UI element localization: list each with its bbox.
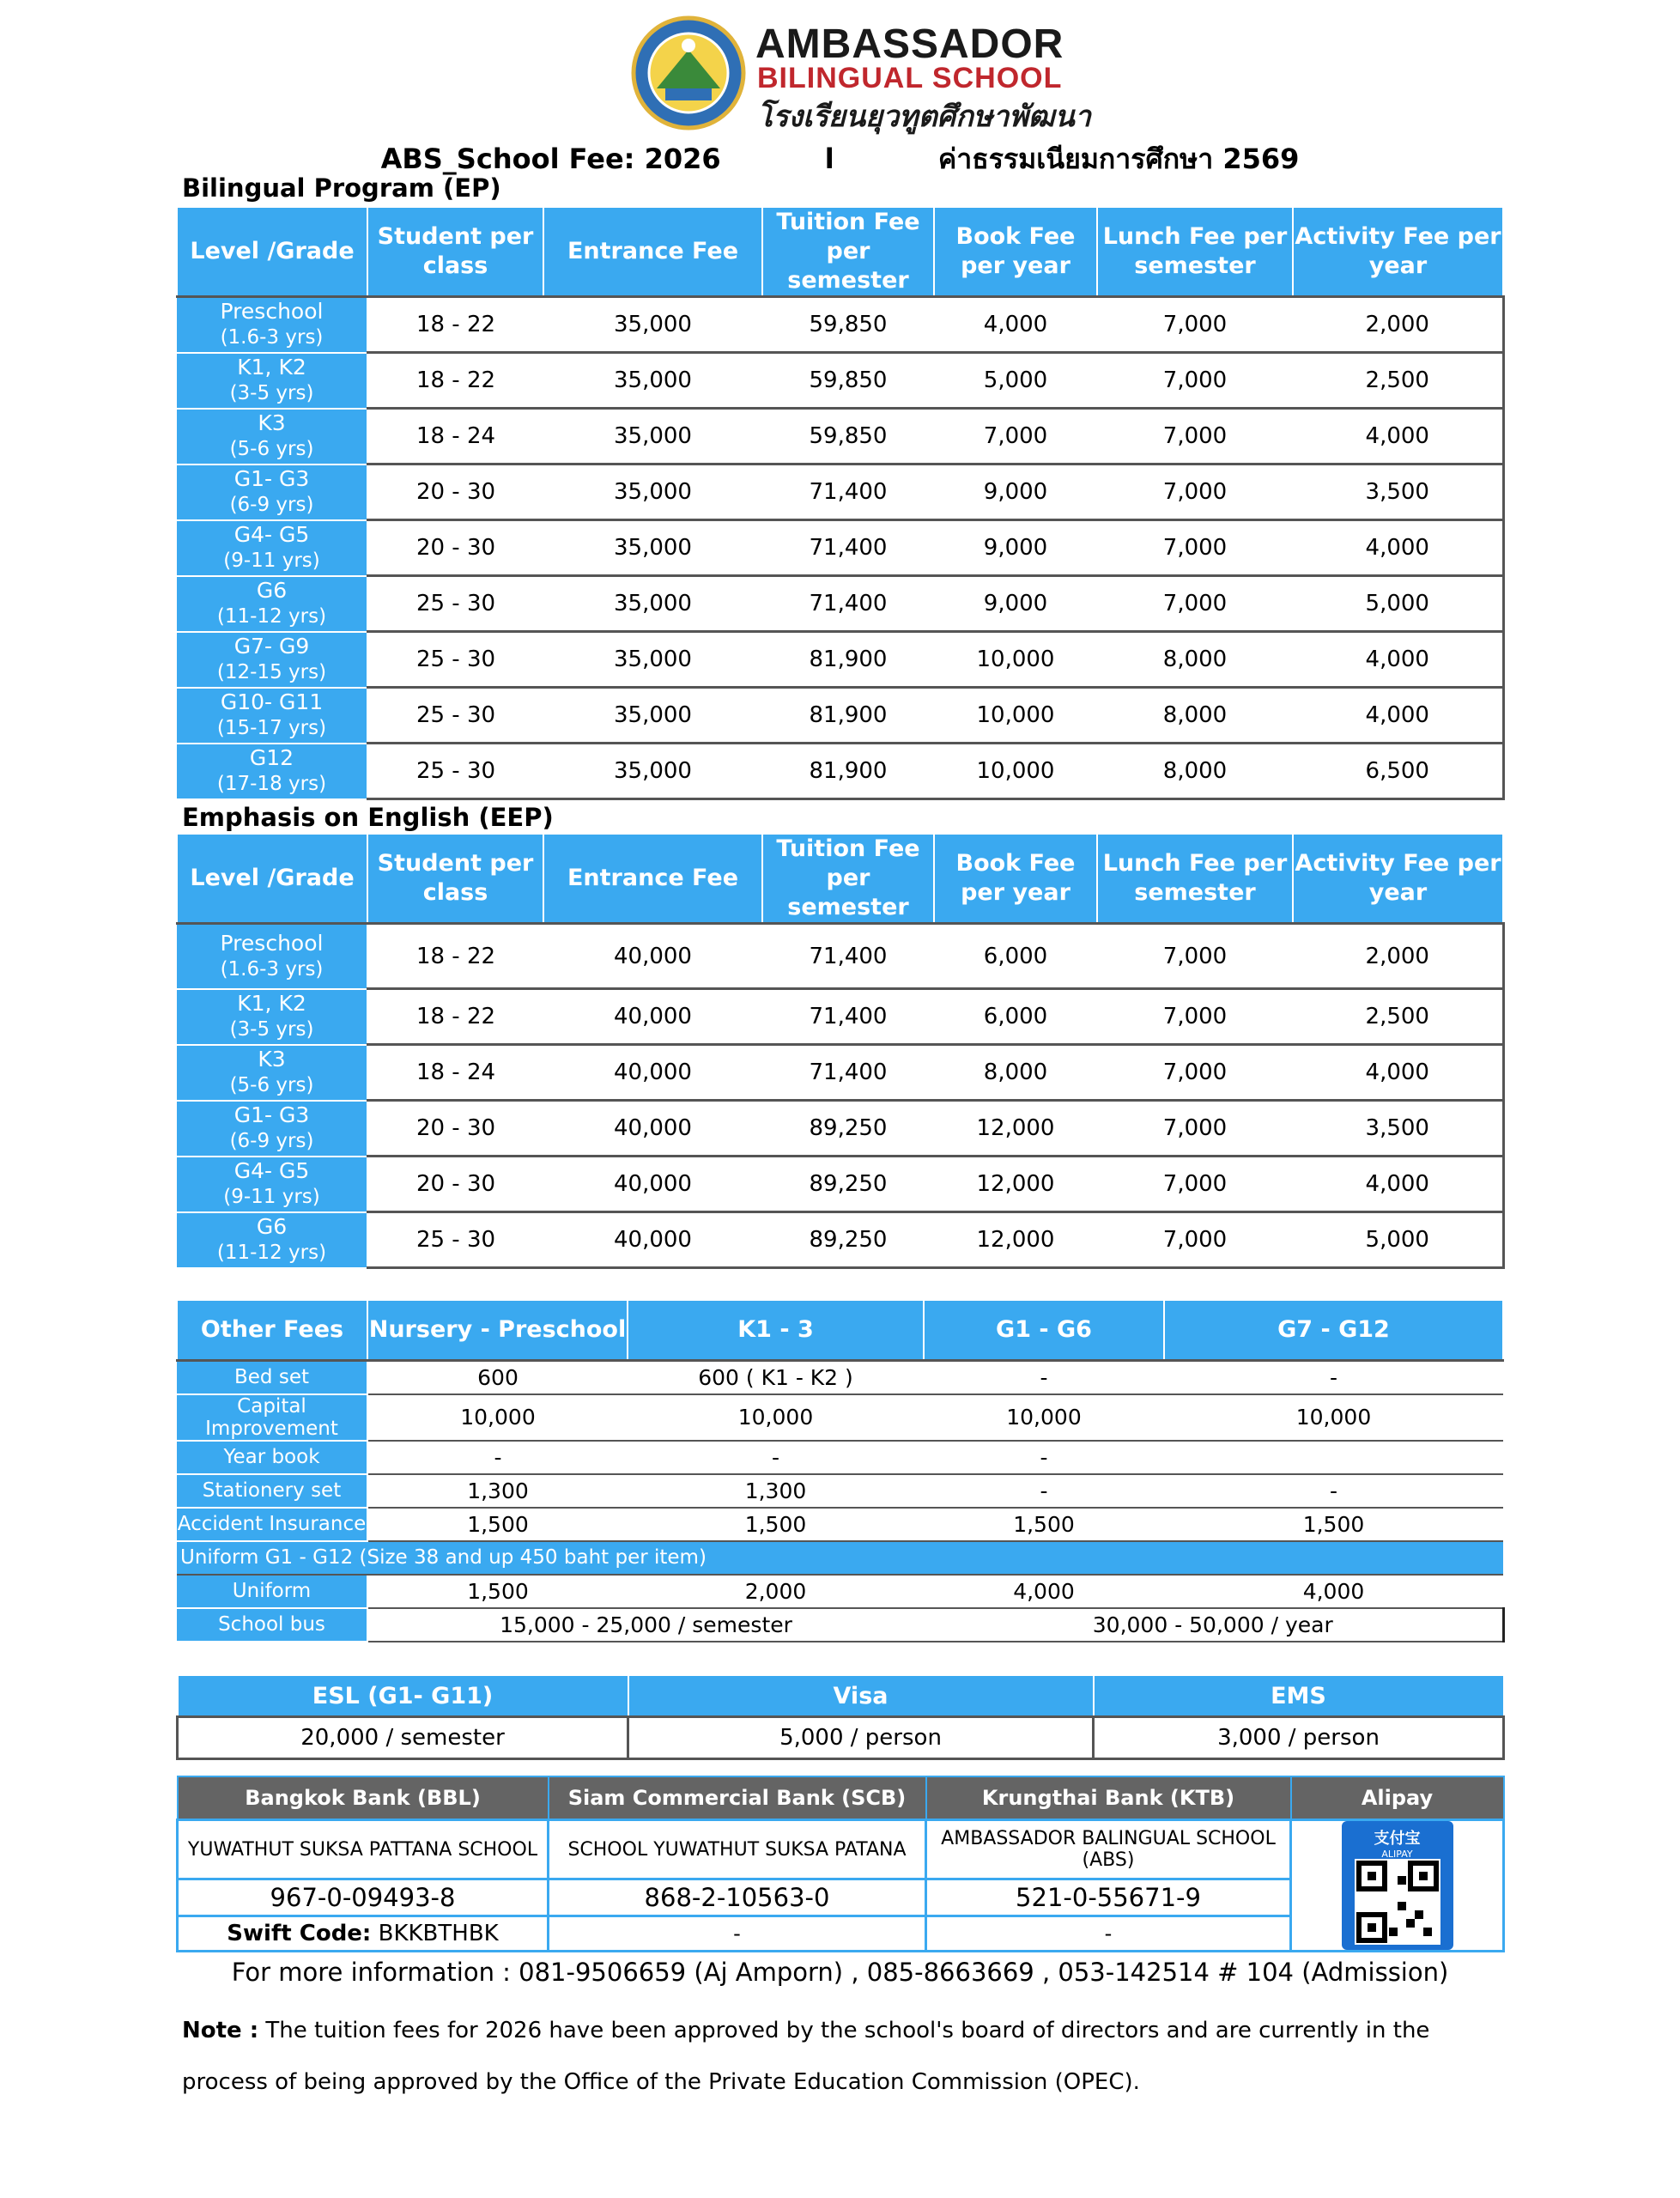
fee-row xyxy=(177,989,1503,1045)
fee-row xyxy=(177,632,1503,688)
fee-row xyxy=(177,744,1503,799)
level-age: (5-6 yrs) xyxy=(229,438,314,460)
level-age: (11-12 yrs) xyxy=(216,1242,327,1264)
fee-row xyxy=(177,520,1503,576)
other-col-k: K1 - 3 xyxy=(628,1300,924,1360)
book-cell: 9,000 xyxy=(934,576,1097,632)
alipay-card xyxy=(1342,1821,1453,1950)
fee-row xyxy=(177,1101,1503,1157)
tuition-cell: 71,400 xyxy=(762,520,934,576)
fee-row xyxy=(177,1212,1503,1268)
qr-code-icon[interactable] xyxy=(1355,1859,1440,1945)
uniform-g1-6: 4,000 xyxy=(924,1575,1164,1608)
col-activity: Activity Fee per year xyxy=(1293,207,1503,297)
other-fee-value: - xyxy=(1164,1360,1503,1394)
other-fee-label: Bed set xyxy=(177,1360,367,1394)
book-cell: 10,000 xyxy=(934,688,1097,744)
alipay-qr-cell xyxy=(1291,1820,1504,1952)
fee-row xyxy=(177,464,1503,520)
col-entrance: Entrance Fee xyxy=(543,834,762,924)
school-logo xyxy=(631,15,747,131)
ems-header: EMS xyxy=(1094,1675,1504,1717)
other-col-g1-6: G1 - G6 xyxy=(924,1300,1164,1360)
lunch-cell: 8,000 xyxy=(1097,632,1293,688)
note-text: The tuition fees for 2026 have been approved by the school's board of directors and are currently in the process of being approved by the Office of the Private Education Commission (OPEC). xyxy=(182,2018,1430,2095)
level-age: (3-5 yrs) xyxy=(229,382,314,404)
level-cell xyxy=(177,744,367,799)
students-cell: 20 - 30 xyxy=(367,1157,543,1212)
entrance-cell: 40,000 xyxy=(543,1212,762,1268)
tuition-cell: 59,850 xyxy=(762,297,934,353)
level-name: G1- G3 xyxy=(234,1102,310,1127)
alipay-header: Alipay xyxy=(1291,1776,1504,1820)
level-age: (6-9 yrs) xyxy=(229,1130,314,1152)
fee-row xyxy=(177,409,1503,464)
note xyxy=(182,2005,1521,2108)
fee-row xyxy=(177,1045,1503,1101)
lunch-cell: 8,000 xyxy=(1097,688,1293,744)
entrance-cell: 40,000 xyxy=(543,1157,762,1212)
lunch-cell: 7,000 xyxy=(1097,576,1293,632)
other-fee-value: - xyxy=(924,1474,1164,1508)
entrance-cell: 40,000 xyxy=(543,1045,762,1101)
students-cell: 18 - 22 xyxy=(367,353,543,409)
col-book: Book Fee per year xyxy=(934,207,1097,297)
students-cell: 18 - 22 xyxy=(367,924,543,989)
other-col-g7-12: G7 - G12 xyxy=(1164,1300,1503,1360)
other-fee-row xyxy=(177,1474,1503,1508)
ep-fee-table xyxy=(176,206,1505,800)
students-cell: 20 - 30 xyxy=(367,464,543,520)
activity-cell: 5,000 xyxy=(1293,576,1503,632)
activity-cell: 2,000 xyxy=(1293,297,1503,353)
lunch-cell: 7,000 xyxy=(1097,1101,1293,1157)
activity-cell: 4,000 xyxy=(1293,409,1503,464)
level-age: (9-11 yrs) xyxy=(223,550,320,572)
entrance-cell: 40,000 xyxy=(543,924,762,989)
bus-fee-low: 15,000 - 25,000 / semester xyxy=(367,1608,924,1642)
level-name: G7- G9 xyxy=(234,634,310,659)
bbl-account-number: 967-0-09493-8 xyxy=(178,1879,549,1916)
other-fee-row xyxy=(177,1360,1503,1394)
alipay-brand: 支付宝 xyxy=(1374,1830,1421,1848)
lunch-cell: 7,000 xyxy=(1097,409,1293,464)
tuition-cell: 71,400 xyxy=(762,989,934,1045)
tuition-cell: 89,250 xyxy=(762,1101,934,1157)
col-level: Level /Grade xyxy=(177,207,367,297)
book-cell: 12,000 xyxy=(934,1157,1097,1212)
level-cell xyxy=(177,576,367,632)
lunch-cell: 7,000 xyxy=(1097,297,1293,353)
fee-row xyxy=(177,924,1503,989)
fee-row xyxy=(177,576,1503,632)
other-fee-value: 10,000 xyxy=(924,1394,1164,1441)
entrance-cell: 35,000 xyxy=(543,520,762,576)
entrance-cell: 40,000 xyxy=(543,1101,762,1157)
book-cell: 5,000 xyxy=(934,353,1097,409)
tuition-cell: 71,400 xyxy=(762,924,934,989)
other-fee-value: 600 ( K1 - K2 ) xyxy=(628,1360,924,1394)
other-fee-value: 1,500 xyxy=(1164,1508,1503,1541)
students-cell: 18 - 24 xyxy=(367,409,543,464)
other-fee-value: - xyxy=(367,1441,628,1474)
bank-table xyxy=(176,1776,1505,1952)
level-age: (15-17 yrs) xyxy=(216,717,327,739)
contact-info: For more information : 081-9506659 (Aj Amporn) , 085-8663669 , 053-142514 # 104 (Admission) xyxy=(231,1958,1449,1987)
title-en: ABS_School Fee: 2026 xyxy=(380,143,721,175)
activity-cell: 4,000 xyxy=(1293,1157,1503,1212)
tuition-cell: 59,850 xyxy=(762,353,934,409)
other-fee-value: 1,300 xyxy=(628,1474,924,1508)
tuition-cell: 89,250 xyxy=(762,1212,934,1268)
esl-value: 20,000 / semester xyxy=(178,1717,628,1759)
level-name: G12 xyxy=(249,745,294,770)
students-cell: 20 - 30 xyxy=(367,1101,543,1157)
level-cell xyxy=(177,989,367,1045)
entrance-cell: 35,000 xyxy=(543,353,762,409)
students-cell: 25 - 30 xyxy=(367,632,543,688)
level-cell xyxy=(177,632,367,688)
level-cell xyxy=(177,297,367,353)
entrance-cell: 35,000 xyxy=(543,688,762,744)
lunch-cell: 7,000 xyxy=(1097,989,1293,1045)
col-lunch: Lunch Fee per semester xyxy=(1097,207,1293,297)
activity-cell: 4,000 xyxy=(1293,688,1503,744)
ktb-account-number: 521-0-55671-9 xyxy=(926,1879,1291,1916)
entrance-cell: 35,000 xyxy=(543,464,762,520)
book-cell: 9,000 xyxy=(934,520,1097,576)
col-level: Level /Grade xyxy=(177,834,367,924)
entrance-cell: 35,000 xyxy=(543,297,762,353)
students-cell: 18 - 22 xyxy=(367,989,543,1045)
lunch-cell: 8,000 xyxy=(1097,744,1293,799)
esl-header: ESL (G1- G11) xyxy=(178,1675,628,1717)
ep-section-title: Bilingual Program (EP) xyxy=(182,173,501,203)
students-cell: 25 - 30 xyxy=(367,576,543,632)
level-age: (6-9 yrs) xyxy=(229,494,314,516)
level-name: K3 xyxy=(258,1047,286,1072)
other-fee-value: 1,500 xyxy=(628,1508,924,1541)
tuition-cell: 81,900 xyxy=(762,632,934,688)
other-fee-value: - xyxy=(1164,1474,1503,1508)
col-book: Book Fee per year xyxy=(934,834,1097,924)
level-age: (3-5 yrs) xyxy=(229,1018,314,1041)
level-cell xyxy=(177,924,367,989)
level-name: G6 xyxy=(256,578,288,603)
visa-header: Visa xyxy=(628,1675,1094,1717)
book-cell: 4,000 xyxy=(934,297,1097,353)
level-age: (12-15 yrs) xyxy=(216,661,327,683)
activity-cell: 5,000 xyxy=(1293,1212,1503,1268)
other-fees-table xyxy=(176,1299,1505,1642)
level-cell xyxy=(177,1157,367,1212)
other-fee-label: Stationery set xyxy=(177,1474,367,1508)
col-entrance: Entrance Fee xyxy=(543,207,762,297)
other-fee-row xyxy=(177,1441,1503,1474)
level-age: (9-11 yrs) xyxy=(223,1186,320,1208)
other-fee-value: - xyxy=(628,1441,924,1474)
level-name: Preschool xyxy=(220,299,324,325)
other-fee-value: 1,500 xyxy=(367,1508,628,1541)
level-age: (17-18 yrs) xyxy=(216,773,327,795)
uniform-k: 2,000 xyxy=(628,1575,924,1608)
tuition-cell: 59,850 xyxy=(762,409,934,464)
level-cell xyxy=(177,1101,367,1157)
other-fee-value: 600 xyxy=(367,1360,628,1394)
entrance-cell: 35,000 xyxy=(543,576,762,632)
other-fee-label: Year book xyxy=(177,1441,367,1474)
lunch-cell: 7,000 xyxy=(1097,353,1293,409)
level-cell xyxy=(177,520,367,576)
activity-cell: 4,000 xyxy=(1293,520,1503,576)
ktb-swift: - xyxy=(926,1916,1291,1952)
other-col-label: Other Fees xyxy=(177,1300,367,1360)
entrance-cell: 35,000 xyxy=(543,744,762,799)
other-fee-value: 10,000 xyxy=(628,1394,924,1441)
students-cell: 20 - 30 xyxy=(367,520,543,576)
activity-cell: 2,500 xyxy=(1293,353,1503,409)
other-fee-value: 10,000 xyxy=(367,1394,628,1441)
school-thai-name: โรงเรียนยุวทูตศึกษาพัฒนา xyxy=(757,100,1091,134)
other-fee-value: 1,500 xyxy=(924,1508,1164,1541)
other-fee-value: - xyxy=(924,1441,1164,1474)
level-cell xyxy=(177,1212,367,1268)
bbl-account-name: YUWATHUT SUKSA PATTANA SCHOOL xyxy=(178,1820,549,1879)
level-name: G4- G5 xyxy=(234,1158,310,1183)
students-cell: 25 - 30 xyxy=(367,1212,543,1268)
book-cell: 10,000 xyxy=(934,632,1097,688)
bbl-header: Bangkok Bank (BBL) xyxy=(178,1776,549,1820)
tuition-cell: 81,900 xyxy=(762,688,934,744)
lunch-cell: 7,000 xyxy=(1097,1212,1293,1268)
note-label: Note : xyxy=(182,2018,259,2043)
level-name: K3 xyxy=(258,410,286,435)
bus-label: School bus xyxy=(177,1608,367,1642)
entrance-cell: 35,000 xyxy=(543,409,762,464)
level-age: (1.6-3 yrs) xyxy=(220,957,324,981)
school-subtitle: BILINGUAL SCHOOL xyxy=(757,62,1063,94)
level-name: G1- G3 xyxy=(234,466,310,491)
activity-cell: 2,000 xyxy=(1293,924,1503,989)
students-cell: 18 - 24 xyxy=(367,1045,543,1101)
fee-row xyxy=(177,1157,1503,1212)
entrance-cell: 35,000 xyxy=(543,632,762,688)
extra-fees-table xyxy=(176,1674,1505,1760)
level-age: (1.6-3 yrs) xyxy=(220,326,324,349)
col-students: Student per class xyxy=(367,834,543,924)
fee-row xyxy=(177,353,1503,409)
swift-value: BKKBTHBK xyxy=(378,1921,499,1947)
lunch-cell: 7,000 xyxy=(1097,1157,1293,1212)
level-name: K1, K2 xyxy=(237,355,306,379)
activity-cell: 3,500 xyxy=(1293,1101,1503,1157)
other-fee-value: - xyxy=(924,1360,1164,1394)
uniform-g7-12: 4,000 xyxy=(1164,1575,1503,1608)
level-cell xyxy=(177,409,367,464)
level-cell xyxy=(177,353,367,409)
bus-fee-high: 30,000 - 50,000 / year xyxy=(924,1608,1503,1642)
book-cell: 8,000 xyxy=(934,1045,1097,1101)
level-age: (11-12 yrs) xyxy=(216,605,327,628)
ems-value: 3,000 / person xyxy=(1094,1717,1504,1759)
lunch-cell: 7,000 xyxy=(1097,1045,1293,1101)
tuition-cell: 89,250 xyxy=(762,1157,934,1212)
activity-cell: 2,500 xyxy=(1293,989,1503,1045)
other-fee-value: 1,300 xyxy=(367,1474,628,1508)
other-fee-row xyxy=(177,1394,1503,1441)
entrance-cell: 40,000 xyxy=(543,989,762,1045)
ktb-header: Krungthai Bank (KTB) xyxy=(926,1776,1291,1820)
bbl-swift xyxy=(178,1916,549,1952)
eep-section-title: Emphasis on English (EEP) xyxy=(182,803,554,832)
fee-row xyxy=(177,688,1503,744)
activity-cell: 3,500 xyxy=(1293,464,1503,520)
scb-header: Siam Commercial Bank (SCB) xyxy=(549,1776,926,1820)
book-cell: 6,000 xyxy=(934,989,1097,1045)
other-fee-row xyxy=(177,1508,1503,1541)
level-age: (5-6 yrs) xyxy=(229,1074,314,1096)
scb-account-number: 868-2-10563-0 xyxy=(549,1879,926,1916)
level-name: Preschool xyxy=(220,930,324,956)
tuition-cell: 71,400 xyxy=(762,1045,934,1101)
other-fee-label: Capital Improvement xyxy=(177,1394,367,1441)
col-tuition: Tuition Fee per semester xyxy=(762,207,934,297)
col-tuition: Tuition Fee per semester xyxy=(762,834,934,924)
book-cell: 12,000 xyxy=(934,1212,1097,1268)
lunch-cell: 7,000 xyxy=(1097,924,1293,989)
title-separator: l xyxy=(824,143,834,175)
tuition-cell: 81,900 xyxy=(762,744,934,799)
visa-value: 5,000 / person xyxy=(628,1717,1094,1759)
eep-fee-table xyxy=(176,833,1505,1269)
book-cell: 10,000 xyxy=(934,744,1097,799)
book-cell: 12,000 xyxy=(934,1101,1097,1157)
students-cell: 25 - 30 xyxy=(367,688,543,744)
uniform-note: Uniform G1 - G12 (Size 38 and up 450 baht per item) xyxy=(177,1541,1503,1575)
tuition-cell: 71,400 xyxy=(762,464,934,520)
col-lunch: Lunch Fee per semester xyxy=(1097,834,1293,924)
col-activity: Activity Fee per year xyxy=(1293,834,1503,924)
level-name: K1, K2 xyxy=(237,991,306,1016)
lunch-cell: 7,000 xyxy=(1097,464,1293,520)
title-th: ค่าธรรมเนียมการศึกษา 2569 xyxy=(937,143,1300,175)
book-cell: 6,000 xyxy=(934,924,1097,989)
scb-account-name: SCHOOL YUWATHUT SUKSA PATANA xyxy=(549,1820,926,1879)
activity-cell: 4,000 xyxy=(1293,632,1503,688)
level-name: G4- G5 xyxy=(234,522,310,547)
scb-swift: - xyxy=(549,1916,926,1952)
level-name: G10- G11 xyxy=(220,689,324,714)
book-cell: 9,000 xyxy=(934,464,1097,520)
col-students: Student per class xyxy=(367,207,543,297)
activity-cell: 4,000 xyxy=(1293,1045,1503,1101)
level-cell xyxy=(177,1045,367,1101)
fee-row xyxy=(177,297,1503,353)
lunch-cell: 7,000 xyxy=(1097,520,1293,576)
ktb-account-name: AMBASSADOR BALINGUAL SCHOOL (ABS) xyxy=(926,1820,1291,1879)
level-cell xyxy=(177,464,367,520)
swift-label: Swift Code: xyxy=(227,1921,372,1947)
students-cell: 25 - 30 xyxy=(367,744,543,799)
level-cell xyxy=(177,688,367,744)
students-cell: 18 - 22 xyxy=(367,297,543,353)
level-name: G6 xyxy=(256,1214,288,1239)
alipay-brand-sub: ALIPAY xyxy=(1381,1849,1413,1860)
tuition-cell: 71,400 xyxy=(762,576,934,632)
activity-cell: 6,500 xyxy=(1293,744,1503,799)
uniform-label: Uniform xyxy=(177,1575,367,1608)
school-name: AMBASSADOR xyxy=(755,21,1064,67)
book-cell: 7,000 xyxy=(934,409,1097,464)
uniform-nursery: 1,500 xyxy=(367,1575,628,1608)
other-col-nursery: Nursery - Preschool xyxy=(367,1300,628,1360)
other-fee-value: 10,000 xyxy=(1164,1394,1503,1441)
other-fee-label: Accident Insurance xyxy=(177,1508,367,1541)
other-fee-value xyxy=(1164,1441,1503,1474)
